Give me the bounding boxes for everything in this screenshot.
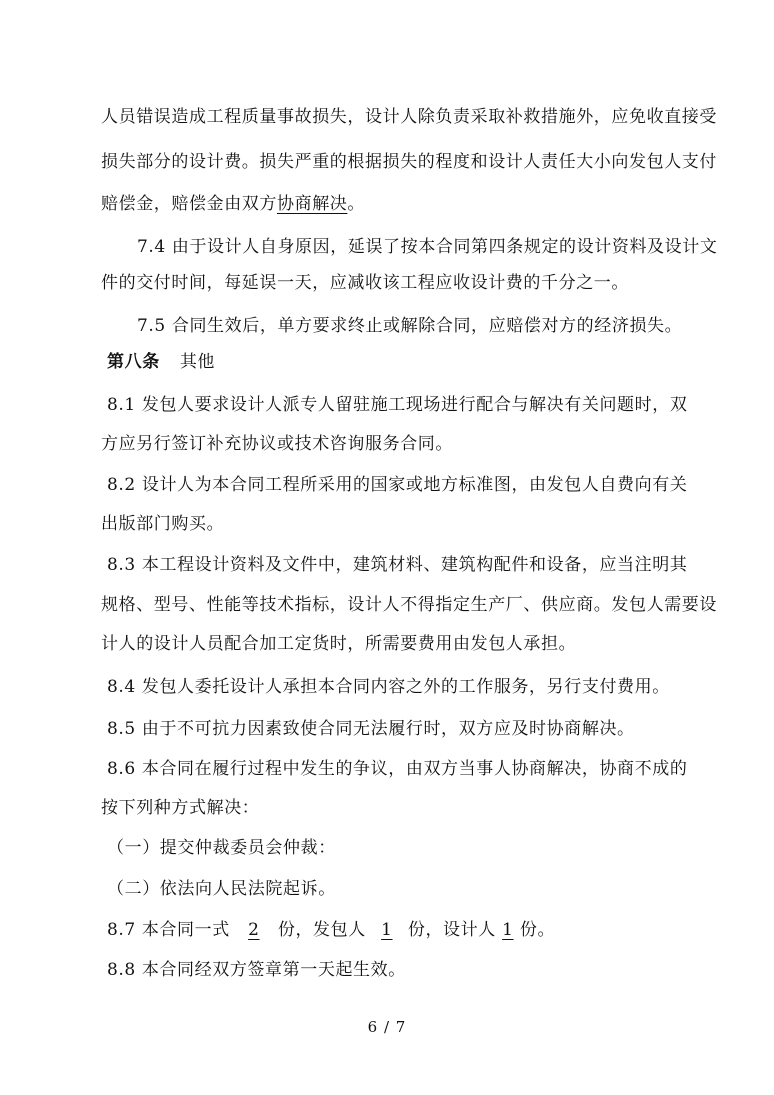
paragraph-line [101, 189, 365, 214]
text-segment: 8.7 本合同一式 [107, 920, 230, 940]
paragraph-line: 损失部分的设计费。损失严重的根据损失的程度和设计人责任大小向发包人支付 [101, 152, 717, 172]
paragraph-line: 8.2 设计人为本合同工程所采用的国家或地方标准图，由发包人自费向有关 [107, 475, 688, 495]
paragraph-line: 8.5 由于不可抗力因素致使合同无法履行时，双方应及时协商解决。 [107, 719, 635, 739]
text-segment: 。 [347, 194, 366, 214]
copies-total-field: 2 [248, 920, 260, 940]
text-segment: 份，设计人 [407, 920, 496, 940]
option-line: （二）依法向人民法院起诉。 [107, 879, 336, 899]
article-title: 其他 [179, 352, 216, 372]
text-segment: 份，发包人 [277, 920, 366, 940]
article-number: 第八条 [107, 352, 160, 372]
paragraph-line: 8.1 发包人要求设计人派专人留驻施工现场进行配合与解决有关问题时，双 [107, 395, 688, 415]
paragraph-line: 8.6 本合同在履行过程中发生的争议，由双方当事人协商解决，协商不成的 [107, 759, 688, 779]
option-line: （一）提交仲裁委员会仲裁： [107, 838, 336, 858]
paragraph-line: 规格、型号、性能等技术指标，设计人不得指定生产厂、供应商。发包人需要设 [101, 595, 717, 615]
page-number: 6 / 7 [367, 1018, 407, 1036]
copies-designer-field: 1 [502, 920, 514, 940]
paragraph-line: 8.3 本工程设计资料及文件中，建筑材料、建筑构配件和设备，应当注明其 [107, 555, 688, 575]
paragraph-line: 8.8 本合同经双方签章第一天起生效。 [107, 960, 406, 980]
paragraph-line: 7.4 由于设计人自身原因，延误了按本合同第四条规定的设计资料及设计文 [137, 237, 718, 257]
paragraph-line [107, 915, 555, 940]
copies-client-field: 1 [381, 920, 393, 940]
paragraph-line: 计人的设计人员配合加工定货时，所需要费用由发包人承担。 [101, 634, 577, 654]
paragraph-line: 7.5 合同生效后，单方要求终止或解除合同，应赔偿对方的经济损失。 [137, 316, 683, 336]
text-segment: 份。 [519, 920, 556, 940]
paragraph-line: 人员错误造成工程质量事故损失，设计人除负责采取补救措施外，应免收直接受 [101, 107, 717, 127]
paragraph-line: 件的交付时间，每延误一天，应减收该工程应收设计费的千分之一。 [101, 273, 629, 293]
paragraph-line: 8.4 发包人委托设计人承担本合同内容之外的工作服务，另行支付费用。 [107, 677, 670, 697]
paragraph-line: 方应另行签订补充协议或技术咨询服务合同。 [101, 434, 453, 454]
paragraph-line: 按下列种方式解决： [101, 798, 260, 818]
underlined-fill-in: 协商解决 [277, 194, 348, 214]
article-heading [107, 347, 215, 372]
text-segment: 赔偿金，赔偿金由双方 [101, 194, 277, 214]
paragraph-line: 出版部门购买。 [101, 514, 225, 534]
